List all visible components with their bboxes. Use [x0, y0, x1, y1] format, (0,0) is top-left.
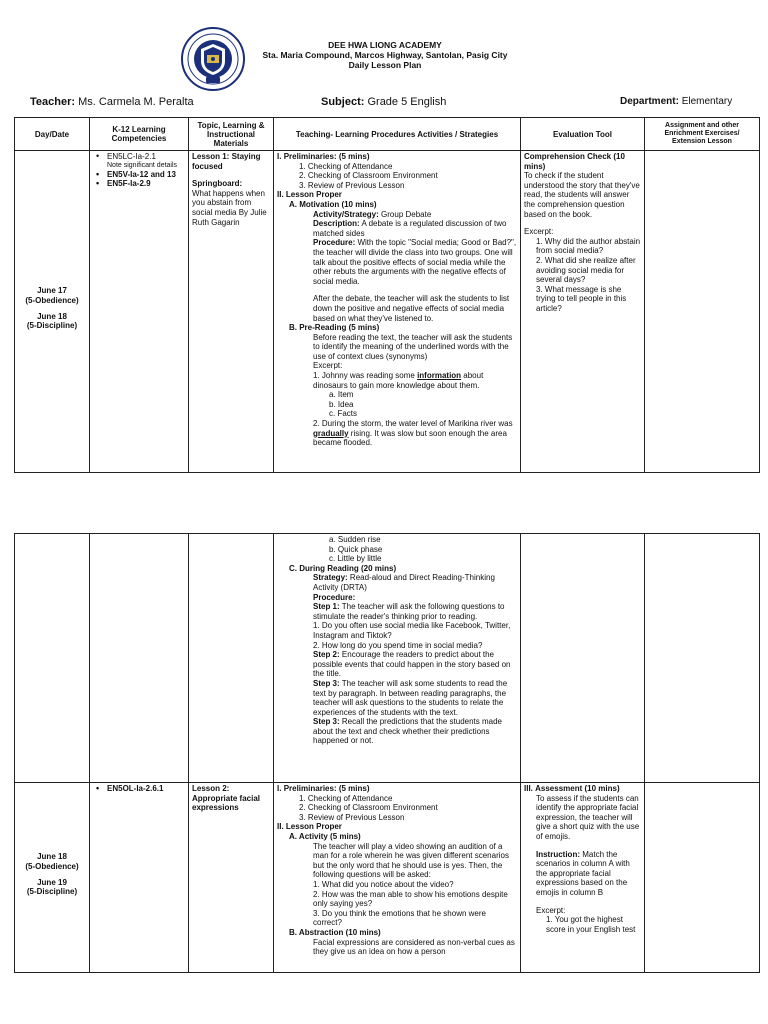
- lesson-table-part1: [14, 117, 760, 473]
- list-item: • EN5V-Ia-12 and 13: [93, 170, 185, 180]
- procedures-cell: I. Preliminaries: (5 mins) 1. Checking of Attendance 2. Checking of Classroom Environment 3. Review of Previous Lesson II. Lesson Proper A. Motivation (10 mins) Activity/Strategy: Group Debate Description: A debate is a regulated discussion of two matched sides Procedure: With the topic "Social media; Good or Bad?", the teacher will divide the class into two groups. One will talk about the positive effects of social media while the other rebuts the arguments with the negative effects of social media. After the debate, the teacher will ask the students to list down the positive and negative effects of social media based on what they've listened to. B. Pre-Reading (5 mins) Before reading the text, the teacher will ask the students to identify the meaning of the underlined words with the use of context clues (synonyms) Excerpt: 1. Johnny was reading some information about dinosaurs to gain more knowledge about them. a. Item b. Idea c. Facts 2. During the storm, the water level of Marikina river was gradually rising. It was slow but soon enough the area became flooded.: [274, 151, 521, 473]
- evaluation-cell: III. Assessment (10 mins) To assess if the students can identify the appropriate facial expression, the teacher will give a short quiz with the use of emojis. Instruction: Match the scenarios in column A with the appropriate facial expressions based on the emojis in column B Excerpt: 1. You got the highest score in your English test: [521, 783, 645, 973]
- col-evaluation-header: Evaluation Tool: [521, 118, 645, 151]
- topic-cell: [189, 534, 274, 783]
- competencies-cell: [90, 534, 189, 783]
- list-item: • EN5F-Ia-2.9: [93, 179, 185, 189]
- table-row: [15, 151, 760, 473]
- col-day-header: Day/Date: [15, 118, 90, 151]
- topic-cell: Lesson 2: Appropriate facial expressions: [189, 783, 274, 973]
- department-info: [620, 96, 732, 107]
- competencies-cell: [90, 783, 189, 973]
- subject-label: Subject:: [321, 96, 365, 108]
- assignment-cell: [645, 534, 760, 783]
- col-assignment-header: Assignment and other Enrichment Exercises/ Extension Lesson: [645, 118, 760, 151]
- list-item: • EN5LC-Ia-2.1 Note significant details: [93, 152, 185, 170]
- department-label: Department:: [620, 96, 679, 107]
- school-seal-logo: [181, 27, 245, 91]
- procedures-cell: a. Sudden rise b. Quick phase c. Little by little C. During Reading (20 mins) Strategy: Read-aloud and Direct Reading-Thinking Activity (DRTA) Procedure: Step 1: The teacher will ask the following questions to stimulate the reader's thinking prior to reading. 1. Do you often use social media like Facebook, Twitter, Instagram and Tiktok? 2. How long do you spend time in social media? Step 2: Encourage the readers to predict about the possible events that could happen in the story based on the title. Step 3: The teacher will ask some students to read the text by paragraph. In between reading paragraphs, the teacher will ask questions to the students to relate the experiences of the students with the text. Step 3: Recall the predictions that the students made about the text and check whether their predictions happened or not.: [274, 534, 521, 783]
- table-header-row: [15, 118, 760, 151]
- evaluation-cell: Comprehension Check (10 mins) To check if the student understood the story that they've read, the students will answer the comprehension question based on the book. Excerpt: 1. Why did the author abstain from social media? 2. What did she realize after avoiding social media for several days? 3. What message is she trying to tell people in this article?: [521, 151, 645, 473]
- subject-value: Grade 5 English: [367, 96, 447, 108]
- teacher-label: Teacher:: [30, 96, 76, 108]
- col-procedures-header: Teaching- Learning Procedures Activities / Strategies: [274, 118, 521, 151]
- assignment-cell: [645, 783, 760, 973]
- col-topic-header: Topic, Learning & Instructional Materials: [189, 118, 274, 151]
- col-competencies-header: K-12 Learning Competencies: [90, 118, 189, 151]
- evaluation-cell: [521, 534, 645, 783]
- day-date-cell: June 18 (5-Obedience) June 19 (5-Discipline): [15, 783, 90, 973]
- assignment-cell: [645, 151, 760, 473]
- school-header: [250, 40, 520, 70]
- teacher-info: [30, 96, 194, 108]
- topic-cell: Lesson 1: Staying focused Springboard: What happens when you abstain from social media By Julie Ruth Gagarin: [189, 151, 274, 473]
- school-name: DEE HWA LIONG ACADEMY: [328, 40, 442, 50]
- teacher-value: Ms. Carmela M. Peralta: [78, 96, 194, 108]
- school-address: Sta. Maria Compound, Marcos Highway, Santolan, Pasig City: [262, 50, 508, 60]
- table-row: [15, 534, 760, 783]
- day-date-cell: June 17 (5-Obedience) June 18 (5-Discipline): [15, 151, 90, 473]
- department-value: Elementary: [681, 96, 733, 107]
- plan-title: Daily Lesson Plan: [348, 60, 422, 70]
- table-row: [15, 783, 760, 973]
- competencies-cell: [90, 151, 189, 473]
- lesson-table-part2: [14, 533, 760, 973]
- day-date-cell: [15, 534, 90, 783]
- list-item: • EN5OL-Ia-2.6.1: [93, 784, 185, 794]
- procedures-cell: I. Preliminaries: (5 mins) 1. Checking of Attendance 2. Checking of Classroom Environment 3. Review of Previous Lesson II. Lesson Proper A. Activity (5 mins) The teacher will play a video showing an audition of a man for a role wherein he was given different scenarios but the only word that he should use is yes. Then, the following questions will be asked: 1. What did you notice about the video? 2. How was the man able to show his emotions despite only saying yes? 3. Do you think the emotions that he shown were correct? B. Abstraction (10 mins) Facial expressions are considered as non-verbal cues as they give us an idea on how a person: [274, 783, 521, 973]
- subject-info: [321, 96, 446, 108]
